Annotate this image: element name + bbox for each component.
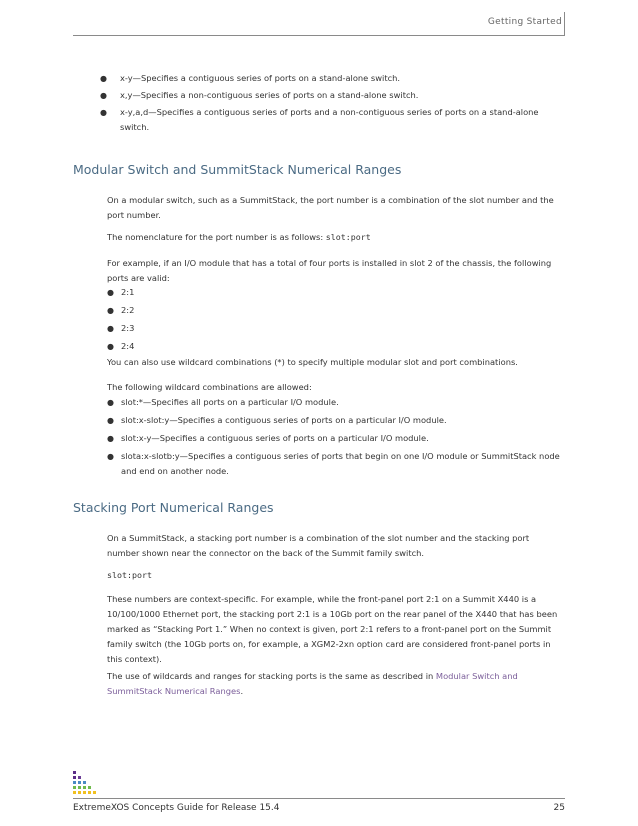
- list-item: ● slot:x-y—Specifies a contiguous series of ports on a particular I/O module.: [107, 431, 562, 446]
- footer-rule: [73, 798, 565, 799]
- stacking-context: These numbers are context-specific. For example, while the front-panel port 2:1 on a Summit X440 is a 10/100/1000 Ethernet port, the stacking port 2:1 is a 10Gb port on the rear panel of the X440 that has been marked as “Stacking Port 1.” When no context is given, port 2:1 refers to a front-panel port on the Summit family switch (the 10Gb ports on, for example, a XGM2-2xn option card are considered front-panel ports in this context).: [107, 594, 558, 664]
- list-item: ● 2:1: [107, 285, 572, 300]
- modular-wildcard-allowed: The following wildcard combinations are allowed:: [107, 382, 312, 392]
- header-divider: [564, 12, 565, 36]
- stacking-intro: On a SummitStack, a stacking port number is a combination of the slot number and the stacking port number shown near the connector on the back of the Summit family switch.: [107, 533, 530, 558]
- bullet-icon: ●: [100, 74, 107, 83]
- list-item: ● slot:x-slot:y—Specifies a contiguous series of ports on a particular I/O module.: [107, 413, 562, 428]
- list-item: ● slot:*—Specifies all ports on a particular I/O module.: [107, 395, 562, 410]
- modular-nomenclature: The nomenclature for the port number is as follows: slot:port: [107, 232, 371, 242]
- cross-reference-link[interactable]: Modular Switch and SummitStack Numerical Ranges: [107, 671, 518, 696]
- bullet-icon: ●: [100, 108, 107, 117]
- list-item: ● x,y—Specifies a non-contiguous series of ports on a stand-alone switch.: [100, 88, 565, 103]
- modular-intro: On a modular switch, such as a SummitStack, the port number is a combination of the slot number and the port number.: [107, 195, 554, 220]
- stacking-wildcards: The use of wildcards and ranges for stacking ports is the same as described in Modular Switch and SummitStack Numerical Ranges.: [107, 671, 518, 696]
- list-item: ● slota:x-slotb:y—Specifies a contiguous series of ports that begin on one I/O module or SummitStack node and end on another node.: [107, 451, 560, 476]
- bullet-icon: ●: [107, 342, 114, 351]
- bullet-icon: ●: [107, 452, 114, 461]
- bullet-icon: ●: [107, 288, 114, 297]
- port-list: [107, 285, 572, 354]
- bullet-icon: ●: [107, 416, 114, 425]
- stacking-code: [107, 568, 562, 583]
- list-item: ● x-y—Specifies a contiguous series of ports on a stand-alone switch.: [100, 71, 565, 86]
- range-bullet-list: [100, 71, 565, 135]
- wildcard-list: [107, 395, 562, 479]
- footer-title: ExtremeXOS Concepts Guide for Release 15.4: [73, 803, 280, 813]
- bullet-icon: ●: [100, 91, 107, 100]
- modular-wildcard-intro: You can also use wildcard combinations (*) to specify multiple modular slot and port combinations.: [107, 357, 518, 367]
- modular-example: For example, if an I/O module that has a total of four ports is installed in slot 2 of the chassis, the following ports are valid:: [107, 258, 552, 283]
- header-rule: [73, 35, 565, 36]
- extreme-logo-icon: [73, 771, 99, 797]
- bullet-icon: ●: [107, 306, 114, 315]
- bullet-icon: ●: [107, 434, 114, 443]
- code-slot-port: slot:port: [107, 570, 152, 580]
- list-item: ● 2:4: [107, 339, 572, 354]
- section-title-modular: Modular Switch and SummitStack Numerical Ranges: [73, 162, 402, 177]
- running-header: Getting Started: [487, 17, 562, 27]
- bullet-icon: ●: [107, 324, 114, 333]
- bullet-icon: ●: [107, 398, 114, 407]
- section-title-stacking: Stacking Port Numerical Ranges: [73, 500, 274, 515]
- code-slot-port: slot:port: [325, 232, 371, 242]
- page-number: 25: [553, 803, 565, 813]
- list-item: ● x-y,a,d—Specifies a contiguous series of ports and a non-contiguous series of ports on a stand-alone switch.: [100, 107, 539, 132]
- list-item: ● 2:3: [107, 321, 572, 336]
- list-item: ● 2:2: [107, 303, 572, 318]
